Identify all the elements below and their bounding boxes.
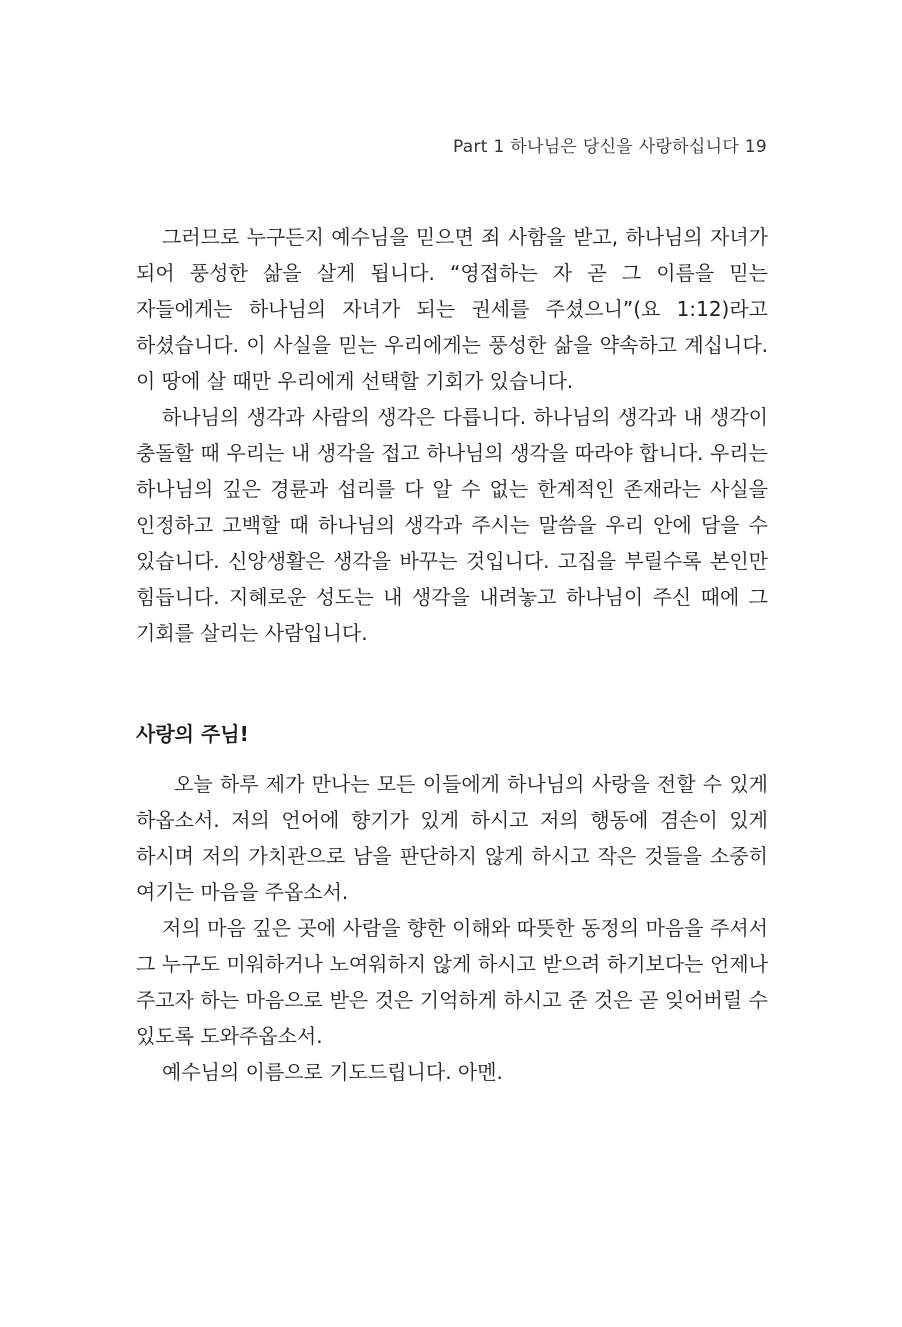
running-header: Part 1 하나님은 당신을 사랑하십니다 19 [452, 137, 767, 157]
prayer-block [136, 766, 768, 1090]
body-paragraph: 그러므로 누구든지 예수님을 믿으면 죄 사함을 받고, 하나님의 자녀가 되어 풍성한 삶을 살게 됩니다. “영접하는 자 곧 그 이름을 믿는 자들에게는 하나님의 자녀가 되는 권세를 주셨으니”(요 1:12)라고 하셨습니다. 이 사실을 믿는 우리에게는 풍성한 삶을 약속하고 계십니다. 이 땅에 살 때만 우리에게 선택할 기회가 있습니다. [136, 225, 768, 393]
page-content [136, 219, 768, 1090]
prayer-closing: 예수님의 이름으로 기도드립니다. 아멘. [162, 1060, 503, 1084]
body-paragraph: 하나님의 생각과 사람의 생각은 다릅니다. 하나님의 생각과 내 생각이 충돌할 때 우리는 내 생각을 접고 하나님의 생각을 따라야 합니다. 우리는 하나님의 깊은 경륜과 섭리를 다 알 수 없는 한계적인 존재라는 사실을 인정하고 고백할 때 하나님의 생각과 주시는 말씀을 우리 안에 담을 수 있습니다. 신앙생활은 생각을 바꾸는 것입니다. 고집을 부릴수록 본인만 힘듭니다. 지혜로운 성도는 내 생각을 내려놓고 하나님이 주신 때에 그 기회를 살리는 사람입니다. [136, 405, 768, 645]
prayer-paragraph: 저의 마음 깊은 곳에 사람을 향한 이해와 따뜻한 동정의 마음을 주셔서 그 누구도 미워하거나 노여워하지 않게 하시고 받으려 하기보다는 언제나 주고자 하는 마음으로 받은 것은 기억하게 하시고 준 것은 곧 잊어버릴 수 있도록 도와주옵소서. [136, 916, 768, 1048]
prayer-heading: 사랑의 주님! [136, 722, 249, 746]
prayer-paragraph: 오늘 하루 제가 만나는 모든 이들에게 하나님의 사랑을 전할 수 있게 하옵소서. 저의 언어에 향기가 있게 하시고 저의 행동에 겸손이 있게 하시며 저의 가치관으로 남을 판단하지 않게 하시고 작은 것들을 소중히 여기는 마음을 주옵소서. [136, 772, 768, 904]
